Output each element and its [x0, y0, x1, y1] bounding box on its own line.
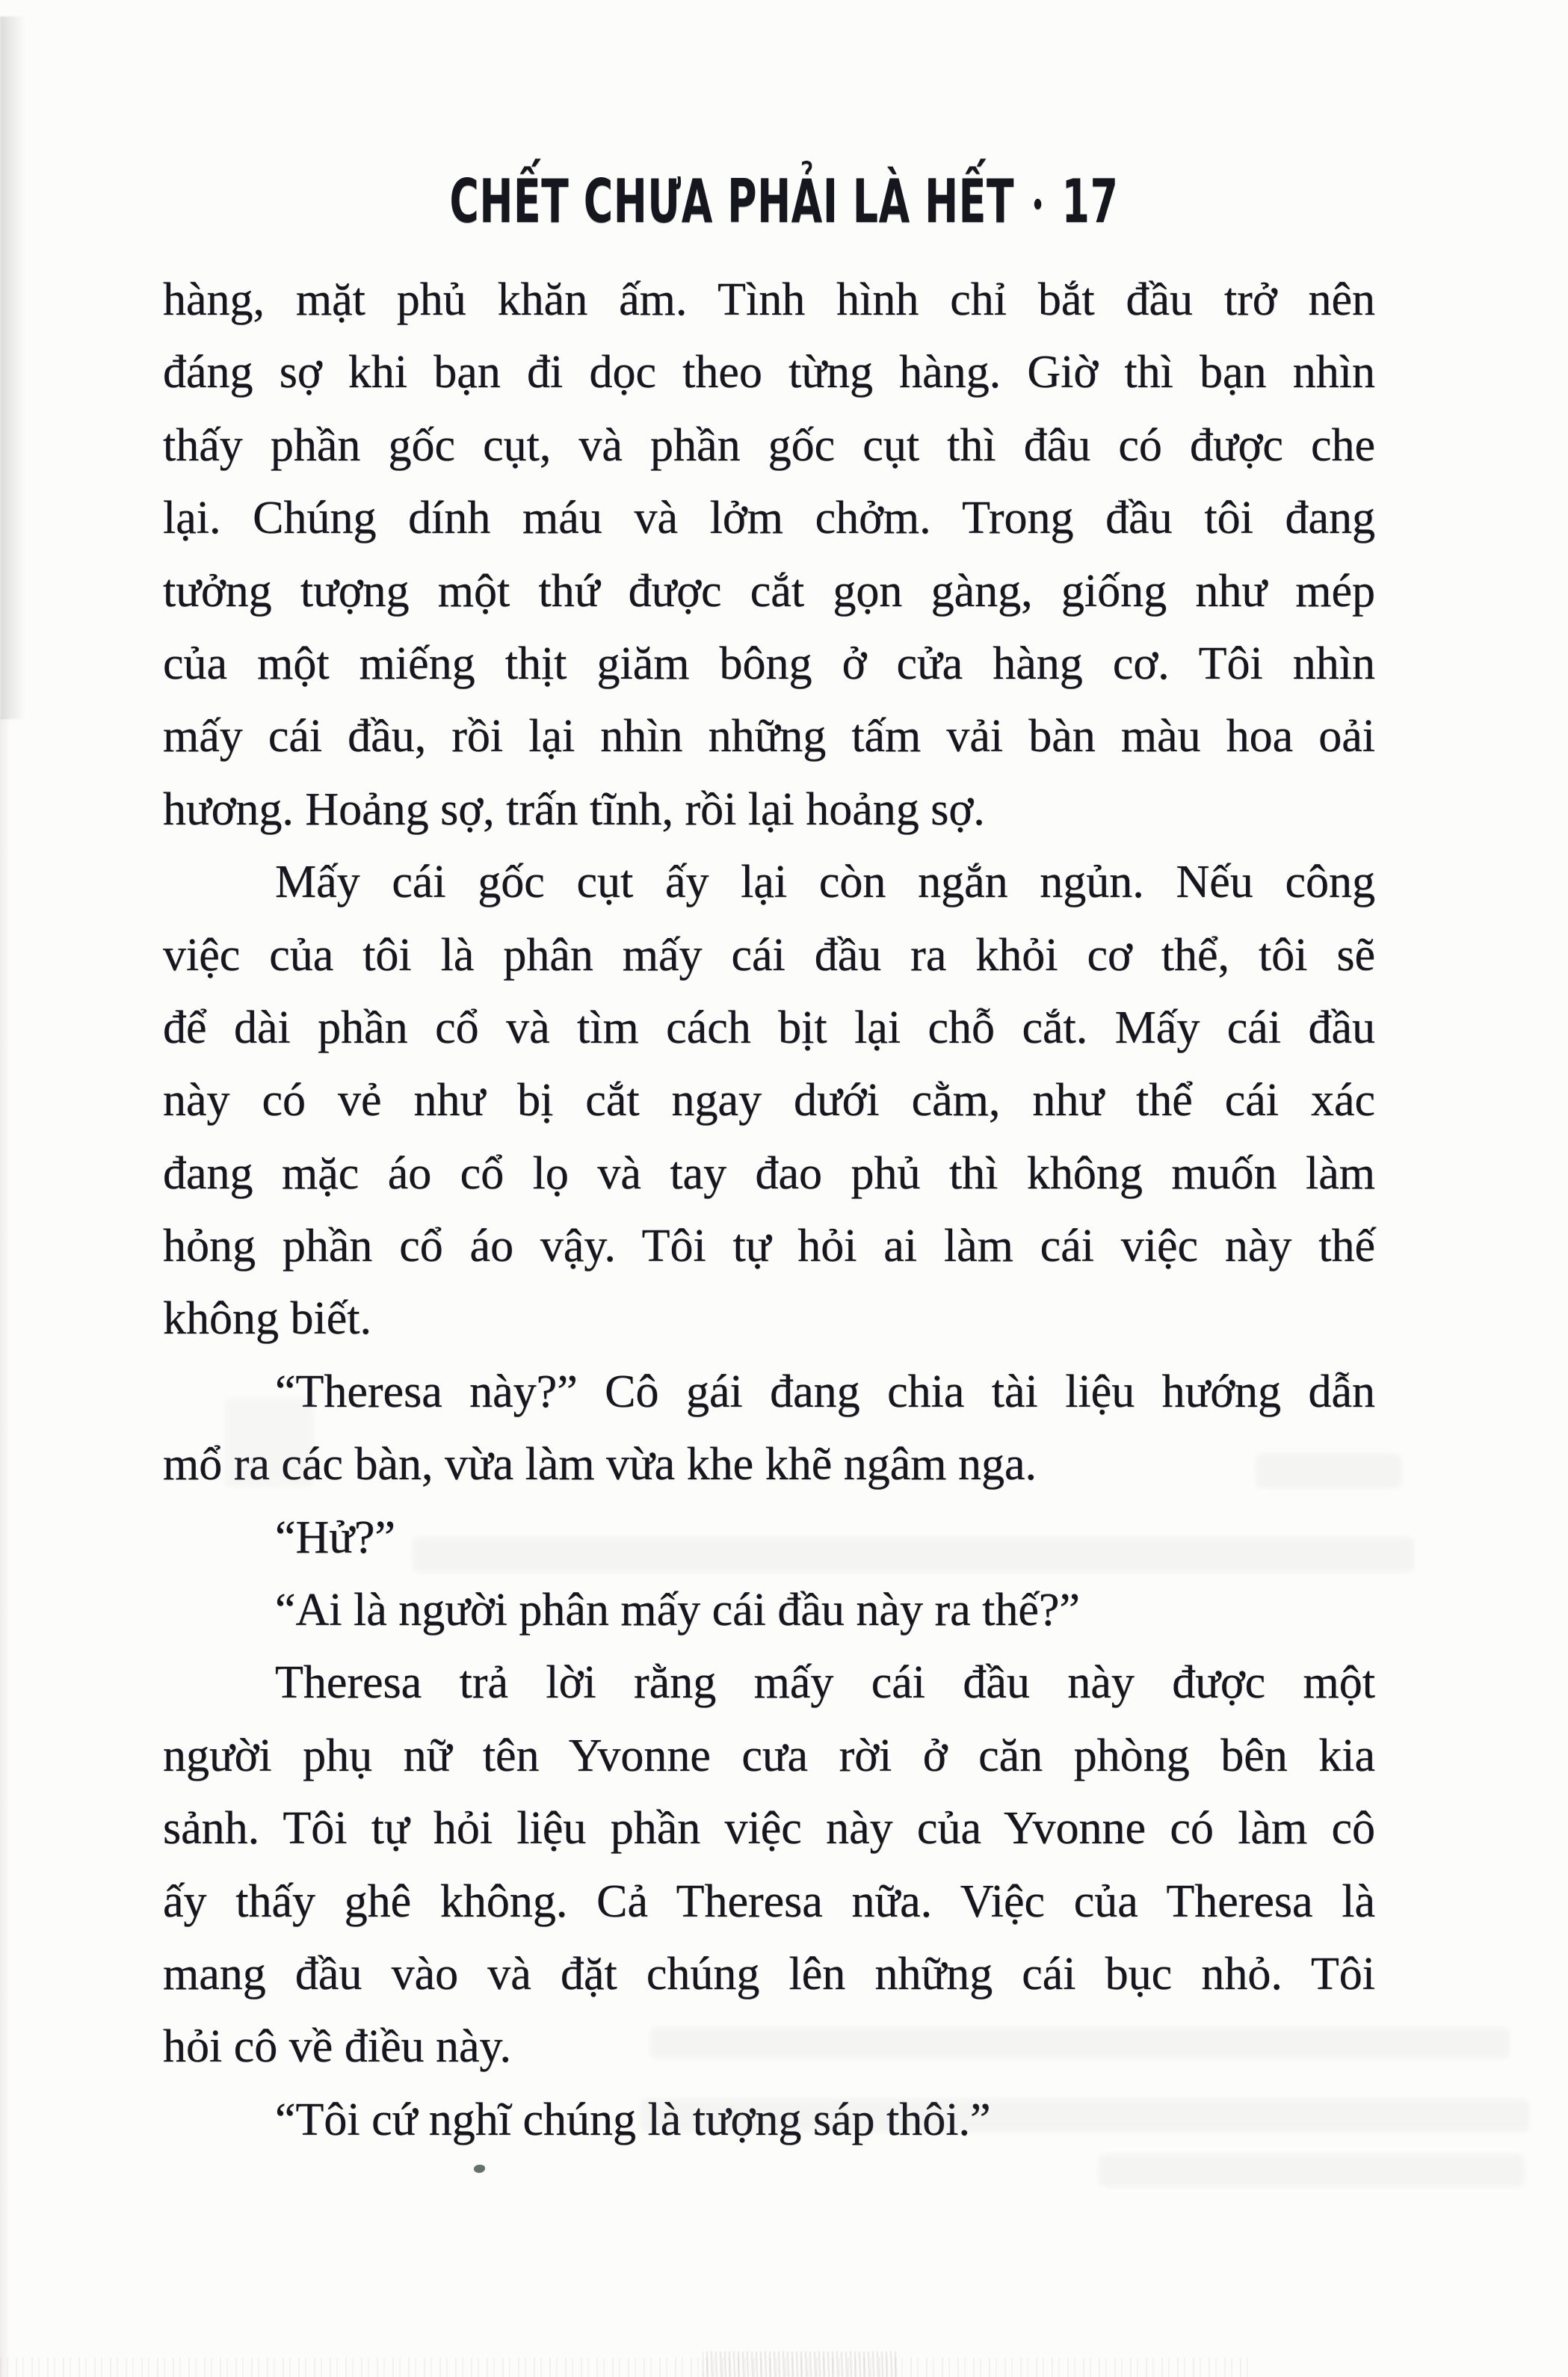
- text-line: “Theresa này?” Cô gái đang chia tài liệu hướng dẫn: [275, 1366, 1375, 1417]
- text-line: việc của tôi là phân mấy cái đầu ra khỏi cơ thể, tôi sẽ: [163, 929, 1375, 981]
- text-line: sảnh. Tôi tự hỏi liệu phần việc này của Yvonne có làm cô: [163, 1803, 1375, 1855]
- text-line: của một miếng thịt giăm bông ở cửa hàng cơ. Tôi nhìn: [163, 638, 1375, 689]
- text-line: “Ai là người phân mấy cái đầu này ra thế?”: [275, 1585, 1080, 1636]
- text-line: ấy thấy ghê không. Cả Theresa nữa. Việc của Theresa là: [163, 1875, 1375, 1927]
- scan-edge-noise-cluster: [703, 2352, 897, 2377]
- text-line: mấy cái đầu, rồi lại nhìn những tấm vải bàn màu hoa oải: [163, 711, 1375, 762]
- text-line: “Hử?”: [275, 1511, 395, 1563]
- bleed-through-ghost: [413, 1537, 1414, 1573]
- text-line: hương. Hoảng sợ, trấn tĩnh, rồi lại hoảng sợ.: [163, 783, 985, 835]
- text-line: không biết.: [163, 1293, 371, 1345]
- text-line: đáng sợ khi bạn đi dọc theo từng hàng. Giờ thì bạn nhìn: [163, 347, 1375, 398]
- text-line: mang đầu vào và đặt chúng lên những cái bục nhỏ. Tôi: [163, 1948, 1375, 2000]
- body-text: [163, 264, 1375, 2156]
- page-number: 17: [1061, 167, 1119, 236]
- text-line: hỏng phần cổ áo vậy. Tôi tự hỏi ai làm cái việc này thế: [163, 1221, 1375, 1272]
- text-line: thấy phần gốc cụt, và phần gốc cụt thì đâu có được che: [163, 419, 1375, 471]
- text-line: tưởng tượng một thứ được cắt gọn gàng, giống như mép: [163, 565, 1375, 617]
- text-line: hàng, mặt phủ khăn ấm. Tình hình chỉ bắt đầu trở nên: [163, 274, 1375, 325]
- text-line: Mấy cái gốc cụt ấy lại còn ngắn ngủn. Nếu công: [275, 857, 1375, 908]
- text-line: mổ ra các bàn, vừa làm vừa khe khẽ ngâm nga.: [163, 1439, 1037, 1490]
- text-line: người phụ nữ tên Yvonne cưa rời ở căn phòng bên kia: [163, 1730, 1375, 1781]
- bleed-through-ghost: [640, 2099, 1529, 2132]
- running-header-title: CHẾT CHƯA PHẢI LÀ HẾT: [449, 167, 1015, 236]
- text-line: hỏi cô về điều này.: [163, 2021, 511, 2073]
- header-separator-dot: •: [1031, 188, 1045, 223]
- text-line: để dài phần cổ và tìm cách bịt lại chỗ cắt. Mấy cái đầu: [163, 1002, 1375, 1053]
- bleed-through-ghost: [224, 1398, 314, 1487]
- text-line: Theresa trả lời rằng mấy cái đầu này được một: [275, 1657, 1375, 1709]
- ink-speck: [474, 2165, 485, 2173]
- text-line: này có vẻ như bị cắt ngay dưới cằm, như thể cái xác: [163, 1075, 1375, 1126]
- text-line: “Tôi cứ nghĩ chúng là tượng sáp thôi.”: [275, 2094, 991, 2145]
- bleed-through-ghost: [1256, 1454, 1401, 1488]
- running-header: [259, 167, 1309, 236]
- scan-edge-shadow-left: [0, 16, 25, 719]
- scan-edge-noise-bottom: [0, 2358, 1256, 2377]
- bleed-through-ghost: [650, 2027, 1510, 2059]
- bleed-through-ghost: [1099, 2154, 1525, 2187]
- text-line: đang mặc áo cổ lọ và tay đao phủ thì không muốn làm: [163, 1147, 1375, 1199]
- scan-edge-shadow-left-lower: [0, 718, 10, 2377]
- text-line: lại. Chúng dính máu và lởm chởm. Trong đầu tôi đang: [163, 493, 1375, 544]
